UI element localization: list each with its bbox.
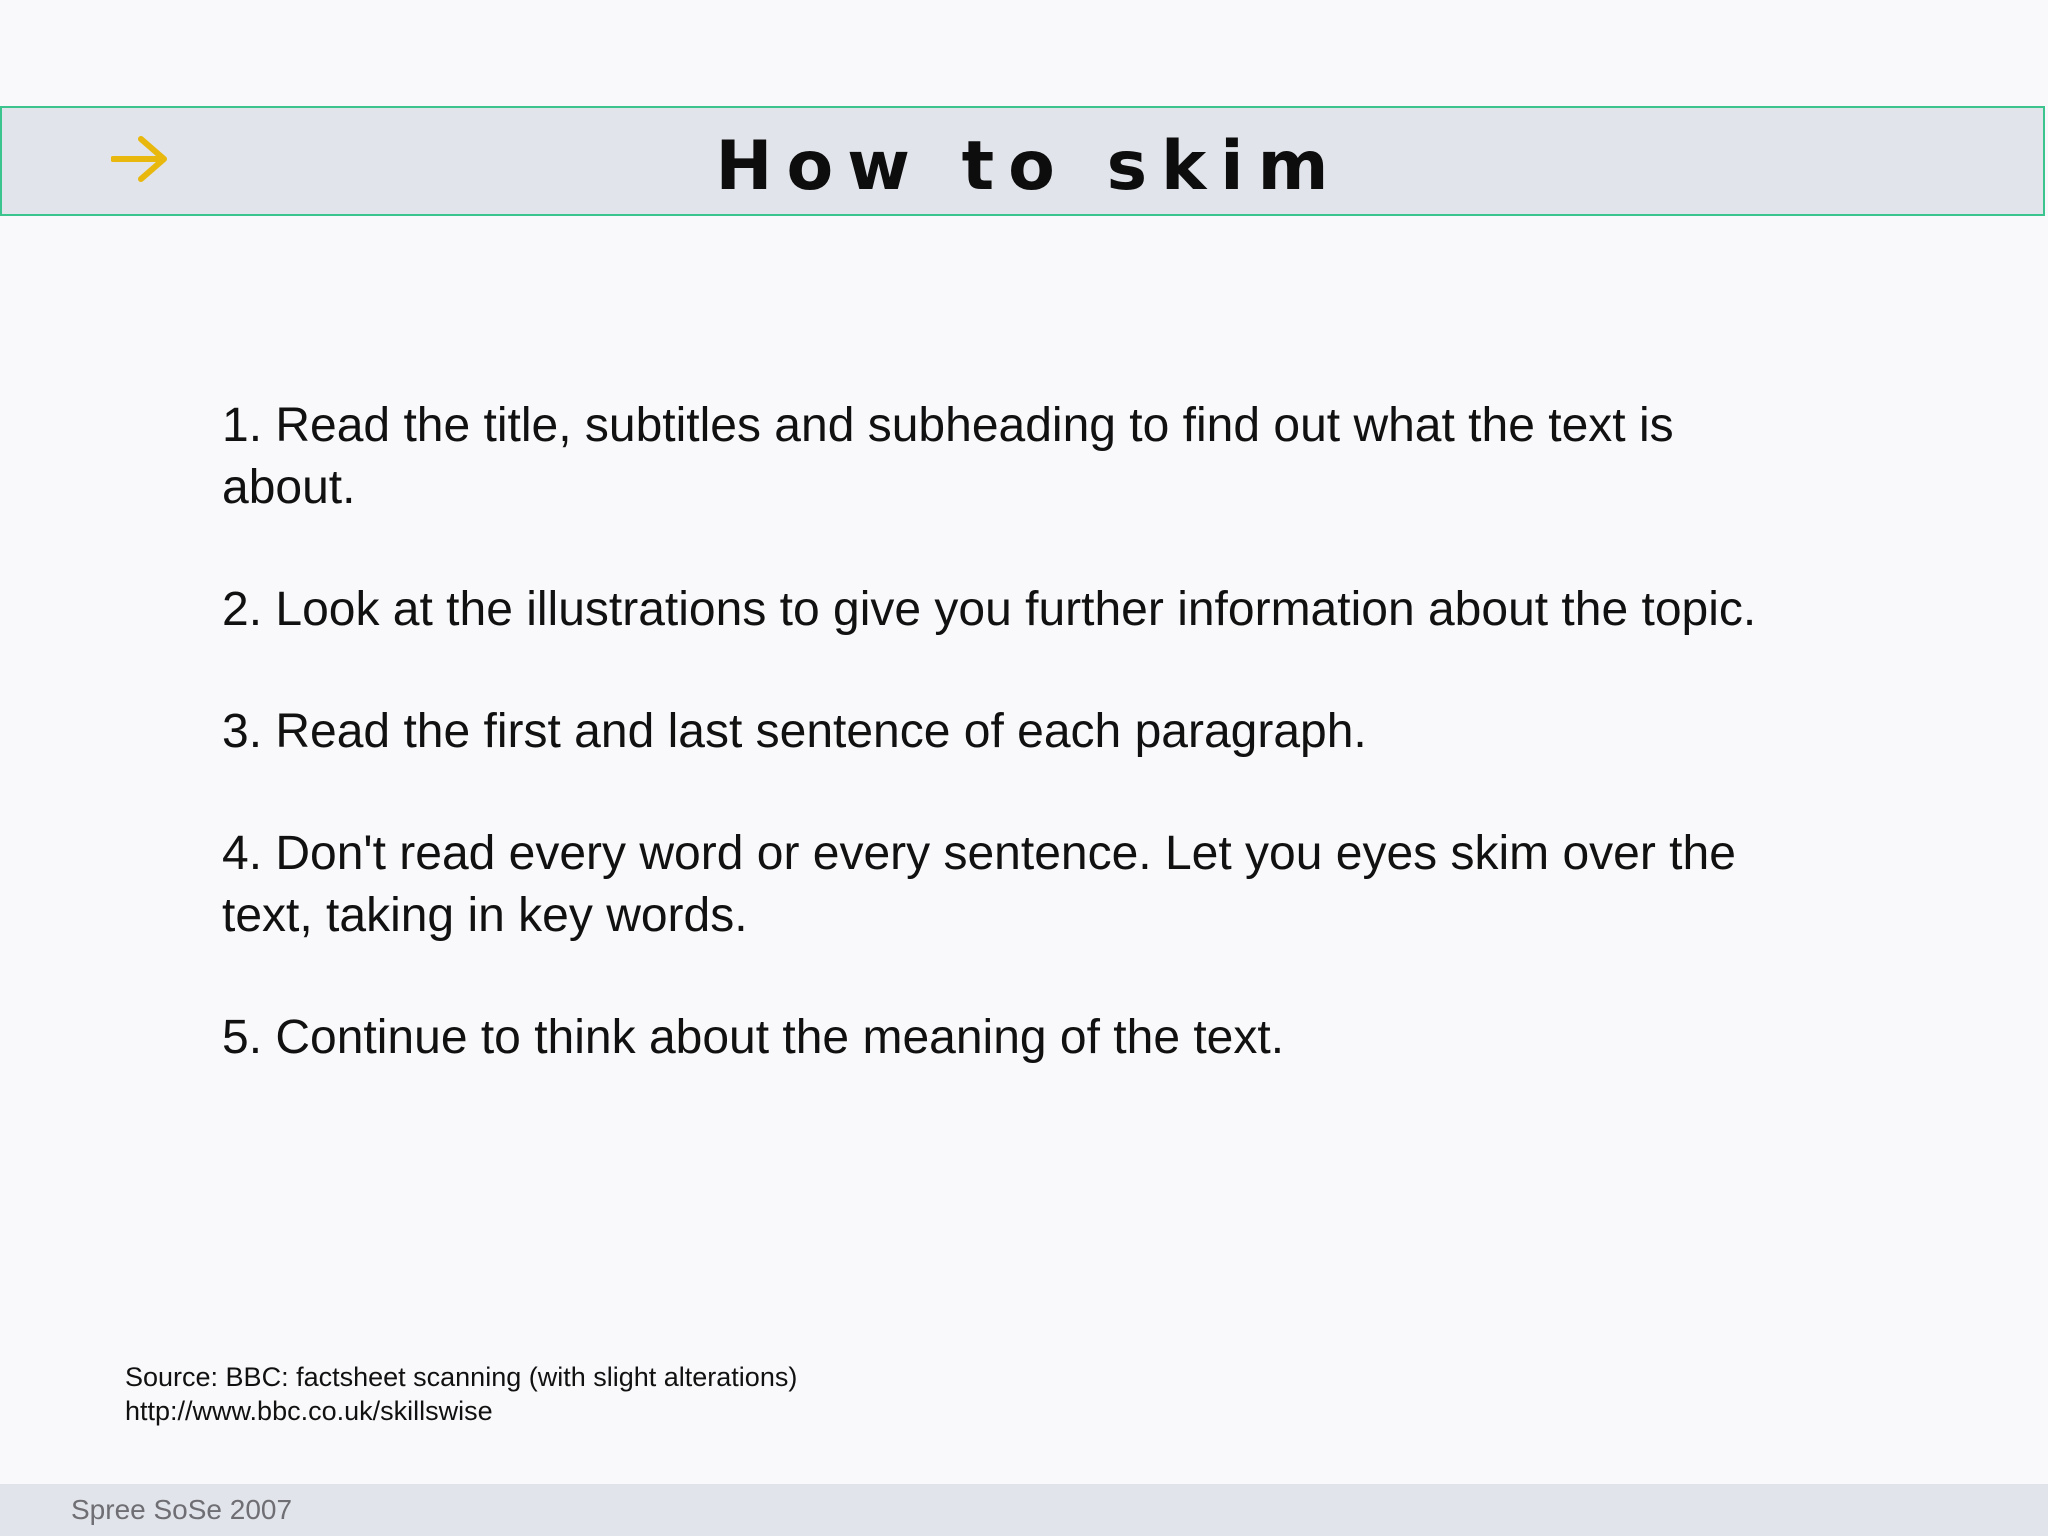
source-url: http://www.bbc.co.uk/skillswise — [125, 1396, 493, 1426]
step-4: 4. Don't read every word or every sentence. Let you eyes skim over the text, taking in key words. — [222, 827, 1736, 942]
source-citation — [125, 1360, 797, 1428]
step-1: 1. Read the title, subtitles and subheading to find out what the text is about. — [222, 399, 1674, 514]
step-2: 2. Look at the illustrations to give you further information about the topic. — [222, 583, 1757, 636]
slide-title: How to skim — [715, 127, 1343, 206]
step-5: 5. Continue to think about the meaning of the text. — [222, 1011, 1285, 1064]
footer-text: Spree SoSe 2007 — [71, 1494, 293, 1525]
step-3: 3. Read the first and last sentence of each paragraph. — [222, 705, 1367, 758]
steps-list — [222, 395, 1762, 1129]
source-line: Source: BBC: factsheet scanning (with slight alterations) — [125, 1362, 798, 1392]
footer-bar — [0, 1484, 2048, 1536]
